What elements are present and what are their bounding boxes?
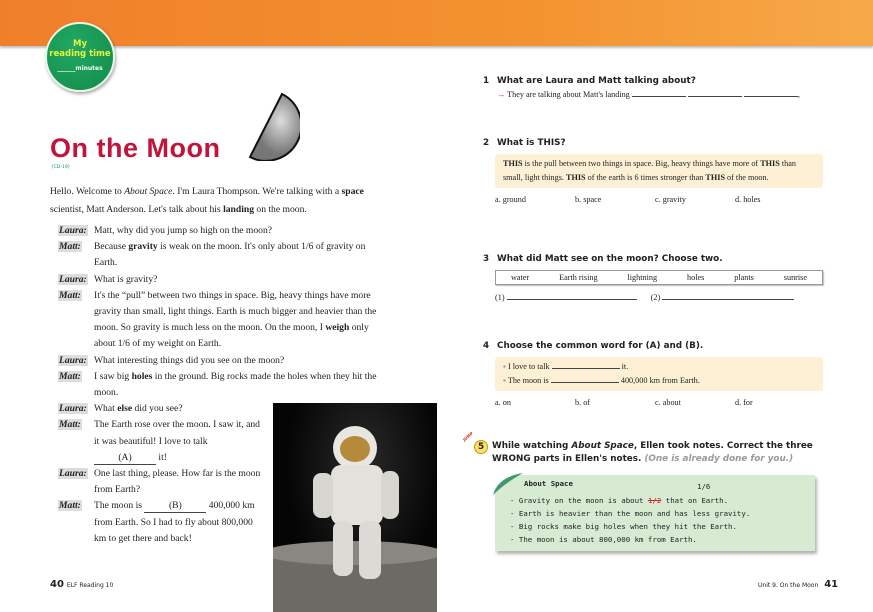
dialogue-text: [94, 417, 263, 466]
bold-word: gravity: [128, 241, 158, 253]
badge-minutes: ______minutes: [57, 65, 103, 72]
q2-number: 2: [483, 138, 490, 148]
text-segment: What is gravity?: [94, 273, 158, 285]
header-band: [0, 0, 873, 46]
arrow-icon: →: [497, 90, 506, 99]
text-segment: scientist, Matt Anderson. Let's talk about his: [50, 204, 224, 215]
text-segment: it!: [156, 451, 167, 463]
dialogue-text: [94, 369, 390, 401]
right-footer: [758, 579, 841, 590]
q5-hint: (One is already done for you.): [644, 454, 794, 464]
word-bank-item: sunrise: [783, 273, 807, 282]
q1-blank[interactable]: [632, 96, 686, 97]
speaker-label: Matt:: [59, 241, 81, 253]
q3-blank1-label: (1): [495, 293, 505, 302]
half-moon-image: [238, 91, 300, 161]
dialogue-text: [94, 401, 263, 417]
jump-badge: [474, 440, 488, 454]
q4-number: 4: [483, 341, 490, 351]
dialogue-turn: [58, 369, 390, 401]
text-segment: 400,000 km from Earth. So I had to fly about 800,000 km to get there and back!: [94, 500, 255, 544]
answer-option[interactable]: b. of: [575, 398, 591, 407]
badge-line1: My: [73, 39, 87, 49]
answer-option[interactable]: c. about: [655, 398, 681, 407]
jump-tag: JUMP: [461, 430, 474, 443]
speaker-label: Matt:: [59, 500, 81, 512]
speaker-label: Matt:: [59, 370, 81, 382]
q4-blank[interactable]: [552, 368, 620, 369]
bold-word: landing: [223, 204, 254, 215]
answer-option[interactable]: d. holes: [735, 195, 761, 204]
q1-answer-prompt: They are talking about Matt's landing: [507, 90, 630, 99]
q1-text: What are Laura and Matt talking about?: [497, 76, 696, 86]
text-segment: I saw big: [94, 370, 132, 382]
dialogue-text: [94, 466, 263, 498]
text-segment: in the ground. Big rocks made the holes when they hit the moon.: [94, 370, 377, 399]
dialogue-text: [94, 223, 390, 239]
answer-option[interactable]: a. on: [495, 398, 511, 407]
q4-options: [495, 398, 823, 407]
bold-word: space: [341, 186, 364, 197]
speaker-label: Laura:: [59, 225, 87, 236]
word-bank-item: plants: [734, 273, 754, 282]
q2-options: [495, 195, 823, 204]
q4-sentence2-start: The moon is: [507, 376, 549, 385]
question-2: [483, 138, 823, 204]
dialogue-turn: [58, 417, 263, 466]
text-segment: Matt, why did you jump so high on the moon?: [94, 225, 273, 236]
dialogue-turn: [58, 466, 263, 498]
dialogue-turn: [58, 239, 390, 271]
q5-text-a: While watching: [492, 441, 572, 451]
word-bank-item: Earth rising: [559, 273, 598, 282]
question-3: [483, 254, 823, 302]
unit-label: Unit 9. On the Moon: [758, 582, 819, 589]
bold-word: THIS: [760, 159, 780, 168]
astronaut-photo: [273, 403, 437, 612]
dialogue-text: [94, 353, 390, 369]
q1-blank[interactable]: [688, 96, 742, 97]
q3-blank-1[interactable]: [507, 299, 637, 300]
struck-value: 1/2: [647, 496, 662, 505]
text-segment: About Space: [124, 186, 173, 197]
notes-title: About Space: [524, 479, 573, 488]
speaker-label: Matt:: [59, 419, 81, 431]
bold-word: THIS: [566, 173, 586, 182]
q3-blank2-label: (2): [650, 293, 661, 302]
correction-value: 1/6: [697, 482, 711, 491]
badge-line2: reading time: [49, 49, 111, 59]
speaker-label: Laura:: [59, 403, 87, 415]
text-segment: Hello. Welcome to: [50, 186, 125, 197]
q3-number: 3: [483, 254, 490, 264]
right-page-number: 41: [824, 579, 839, 590]
answer-blank[interactable]: (A): [94, 452, 156, 465]
dialogue-turn: [58, 223, 390, 239]
answer-option[interactable]: c. gravity: [655, 195, 686, 204]
notes-line-1-start: - Gravity on the moon is about: [510, 496, 648, 505]
q5-text-b: , Ellen took notes. Correct the three WRONG parts in Ellen's notes.: [492, 441, 813, 464]
text-segment: did you see?: [132, 403, 183, 415]
text-segment: One last thing, please. How far is the moon from Earth?: [94, 468, 261, 496]
question-1: 1 What are Laura and Matt talking about? → They are talking about Matt's landing ,: [483, 76, 800, 99]
q1-number: 1: [483, 76, 490, 86]
ellens-notes: [495, 475, 815, 551]
q4-blank[interactable]: [551, 382, 619, 383]
text-segment: It's the “pull” between two things in space. Big, heavy things have more gravity than small, light things. Earth is much bigger and heavier than the moon. So gravity is much less on the moon. On the moon, I: [94, 289, 377, 334]
q1-blank[interactable]: [744, 96, 798, 97]
bold-word: THIS: [503, 159, 523, 168]
q3-text: What did Matt see on the moon? Choose two.: [497, 254, 723, 264]
astronaut-icon: [273, 403, 437, 612]
question-5: [461, 430, 834, 466]
q4-sentence1-end: it.: [621, 362, 629, 371]
q5-number: 5: [477, 442, 485, 452]
text-segment: on the moon.: [254, 204, 307, 215]
text-segment: The Earth rose over the moon. I saw it, and it was beautiful! I love to talk: [94, 419, 260, 447]
answer-option[interactable]: d. for: [735, 398, 753, 407]
answer-option[interactable]: a. ground: [495, 195, 526, 204]
word-bank-item: lightning: [627, 273, 658, 282]
text-segment: What interesting things did you see on the moon?: [94, 354, 285, 366]
dialogue-turn: [58, 288, 390, 353]
text-segment: is the pull between two things in space. Big, heavy things have more of: [522, 159, 761, 168]
dialogue-turn: [58, 353, 390, 369]
text-segment: is weak on the moon. It's only about 1/6 of gravity on Earth.: [94, 241, 366, 269]
word-bank: [495, 270, 823, 285]
q4-sentences-box: ▪ I love to talk it. ▪ The moon is 400,000 km from Earth.: [495, 357, 823, 391]
text-segment: What: [94, 403, 118, 415]
text-segment: The moon is: [94, 500, 145, 512]
text-segment: Because: [94, 241, 129, 253]
answer-option[interactable]: b. space: [575, 195, 602, 204]
notes-line: - Big rocks make big holes when they hit the Earth.: [510, 522, 737, 531]
book-title: ELF Reading 10: [66, 582, 114, 589]
q2-text: What is THIS?: [497, 138, 566, 148]
notes-line: - Earth is heavier than the moon and has less gravity.: [510, 509, 751, 518]
notes-line: - The moon is about 800,000 km from Earth.: [510, 535, 697, 544]
word-bank-item: water: [510, 273, 530, 282]
text-segment: of the moon.: [725, 173, 769, 182]
dialogue-turn: [58, 498, 263, 547]
q2-passage-box: [495, 154, 823, 188]
q5-text-italic: About Space: [571, 441, 634, 451]
speaker-label: Laura:: [59, 354, 87, 366]
text-segment: of the earth is 6 times stronger than: [585, 173, 706, 182]
page-title: On the Moon: [50, 133, 221, 163]
speaker-label: Matt:: [59, 289, 81, 301]
dialogue-text: [94, 498, 263, 547]
intro-paragraph: [50, 183, 390, 219]
word-bank-item: holes: [687, 273, 705, 282]
notes-line-1-end: that on Earth.: [661, 496, 729, 505]
dialogue-turn: [58, 401, 263, 417]
reading-time-badge: [45, 22, 115, 92]
bold-word: weigh: [325, 322, 350, 334]
q3-blank-2[interactable]: [662, 299, 794, 300]
bold-word: THIS: [705, 173, 725, 182]
dialogue-turn: [58, 272, 390, 288]
left-page-number: 40: [50, 579, 64, 590]
text-segment: only about 1/6 of my weight on Earth.: [94, 322, 369, 350]
bold-word: else: [117, 403, 133, 415]
speaker-label: Laura:: [59, 273, 87, 285]
answer-blank[interactable]: (B): [144, 500, 206, 513]
dialogue-text: [94, 272, 390, 288]
speaker-label: Laura:: [59, 468, 87, 480]
dialogue-text: [94, 239, 390, 271]
q4-sentence1-start: I love to talk: [507, 362, 550, 371]
text-segment: . I'm Laura Thompson. We're talking with a: [172, 186, 342, 197]
cd-track: [CD-19]: [52, 165, 70, 170]
q5-text: [492, 440, 834, 466]
left-footer: [50, 579, 113, 590]
dialogue-text: [94, 288, 390, 353]
text-segment: than small, light things.: [503, 159, 796, 182]
q4-text: Choose the common word for (A) and (B).: [497, 341, 704, 351]
bold-word: holes: [131, 370, 153, 382]
question-4: [483, 341, 823, 407]
q4-sentence2-end: 400,000 km from Earth.: [620, 376, 700, 385]
